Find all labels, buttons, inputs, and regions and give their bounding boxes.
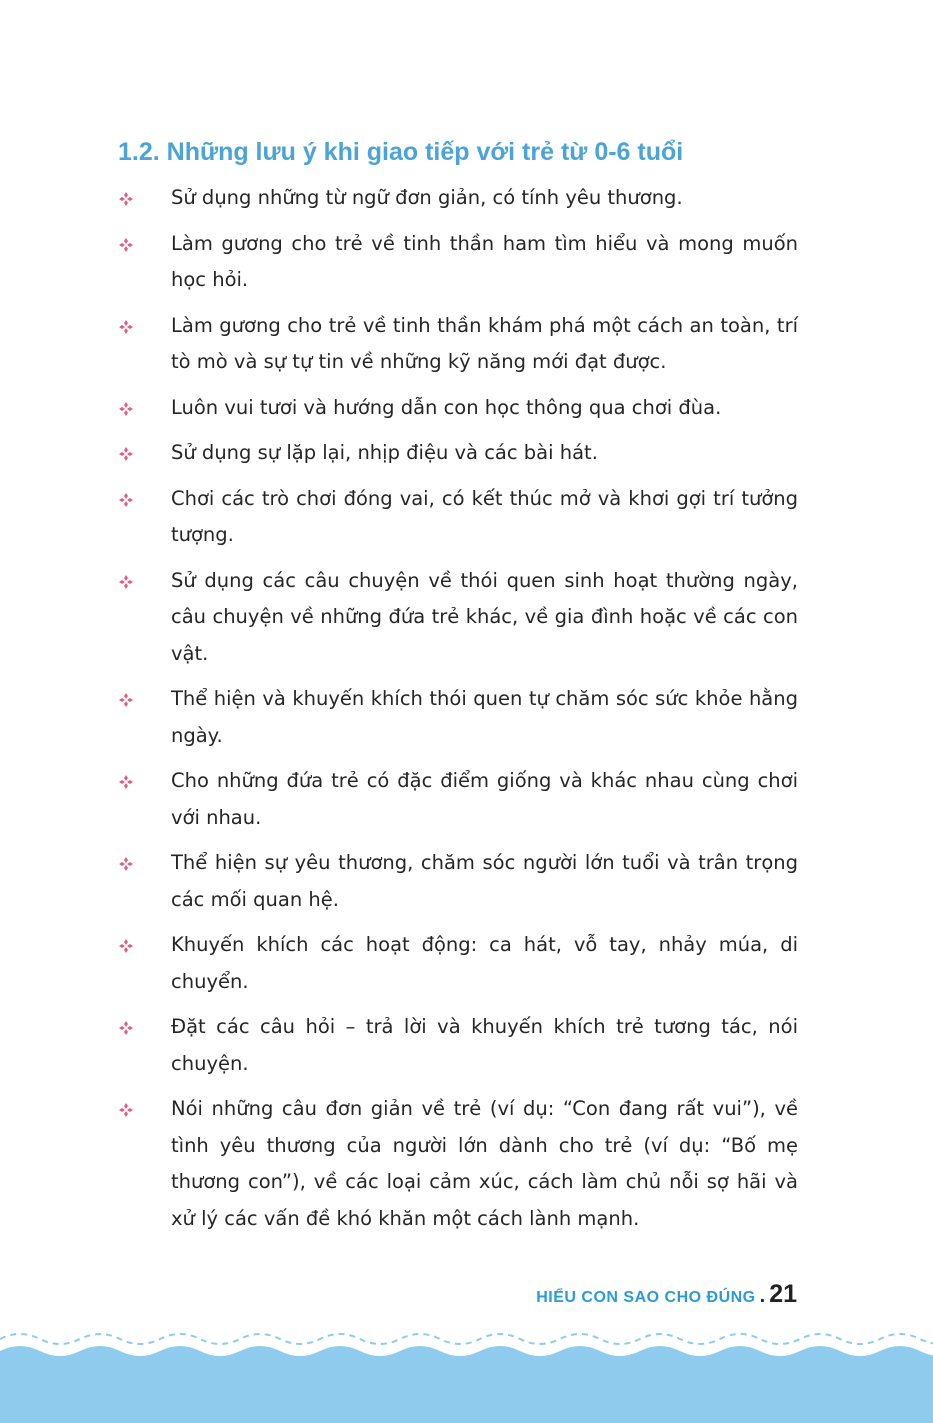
diamond-bullet-icon	[118, 237, 134, 253]
list-item-text: Khuyến khích các hoạt động: ca hát, vỗ tay, nhảy múa, di chuyển.	[171, 933, 798, 993]
diamond-bullet-icon	[118, 1020, 134, 1036]
list-item-text: Thể hiện và khuyến khích thói quen tự chăm sóc sức khỏe hằng ngày.	[171, 687, 798, 747]
running-title: HIỂU CON SAO CHO ĐÚNG	[536, 1289, 756, 1306]
list-item-text: Luôn vui tươi và hướng dẫn con học thông qua chơi đùa.	[171, 395, 722, 419]
list-item	[118, 681, 798, 754]
list-item	[118, 481, 798, 554]
list-item-text: Thể hiện sự yêu thương, chăm sóc người lớn tuổi và trân trọng các mối quan hệ.	[171, 851, 798, 911]
section-heading: 1.2. Những lưu ý khi giao tiếp với trẻ từ 0-6 tuổi	[118, 138, 684, 166]
page-footer	[536, 1280, 797, 1309]
list-item	[118, 435, 798, 472]
list-item-text: Sử dụng các câu chuyện về thói quen sinh hoạt thường ngày, câu chuyện về những đứa trẻ khác, về gia đình hoặc về các con vật.	[171, 568, 798, 665]
diamond-bullet-icon	[118, 774, 134, 790]
list-item-text: Chơi các trò chơi đóng vai, có kết thúc mở và khơi gợi trí tưởng tượng.	[171, 486, 798, 546]
wave-decoration	[0, 1325, 933, 1423]
list-item	[118, 563, 798, 673]
list-item	[118, 308, 798, 381]
list-item-text: Sử dụng những từ ngữ đơn giản, có tính yêu thương.	[171, 186, 683, 209]
diamond-bullet-icon	[118, 319, 134, 335]
diamond-bullet-icon	[118, 446, 134, 462]
list-item	[118, 845, 798, 918]
list-item	[118, 763, 798, 836]
list-item	[118, 927, 798, 1000]
diamond-bullet-icon	[118, 492, 134, 508]
diamond-bullet-icon	[118, 856, 134, 872]
list-item-text: Cho những đứa trẻ có đặc điểm giống và khác nhau cùng chơi với nhau.	[171, 769, 798, 829]
list-item	[118, 1091, 798, 1237]
diamond-bullet-icon	[118, 692, 134, 708]
diamond-bullet-icon	[118, 191, 134, 207]
list-item	[118, 1009, 798, 1082]
list-item-text: Làm gương cho trẻ về tinh thần khám phá một cách an toàn, trí tò mò và sự tự tin về những kỹ năng mới đạt được.	[171, 313, 798, 373]
wave-fill	[0, 1346, 933, 1423]
diamond-bullet-icon	[118, 1102, 134, 1118]
list-item-text: Sử dụng sự lặp lại, nhịp điệu và các bài hát.	[171, 441, 598, 464]
list-item-text: Nói những câu đơn giản về trẻ (ví dụ: “Con đang rất vui”), về tình yêu thương của người lớn dành cho trẻ (ví dụ: “Bố mẹ thương con”), về các loại cảm xúc, cách làm chủ nỗi sợ hãi và xử lý các vấn đề khó khăn một cách lành mạnh.	[171, 1097, 798, 1230]
footer-separator: .	[759, 1285, 766, 1307]
wave-dashed-line	[0, 1334, 933, 1344]
page-number: 21	[769, 1280, 797, 1308]
list-item-text: Đặt các câu hỏi – trả lời và khuyến khích trẻ tương tác, nói chuyện.	[171, 1015, 798, 1075]
diamond-bullet-icon	[118, 938, 134, 954]
list-item	[118, 390, 798, 427]
tips-list	[118, 180, 798, 1246]
list-item	[118, 180, 798, 217]
list-item-text: Làm gương cho trẻ về tinh thần ham tìm hiểu và mong muốn học hỏi.	[171, 231, 798, 291]
diamond-bullet-icon	[118, 401, 134, 417]
diamond-bullet-icon	[118, 574, 134, 590]
list-item	[118, 226, 798, 299]
